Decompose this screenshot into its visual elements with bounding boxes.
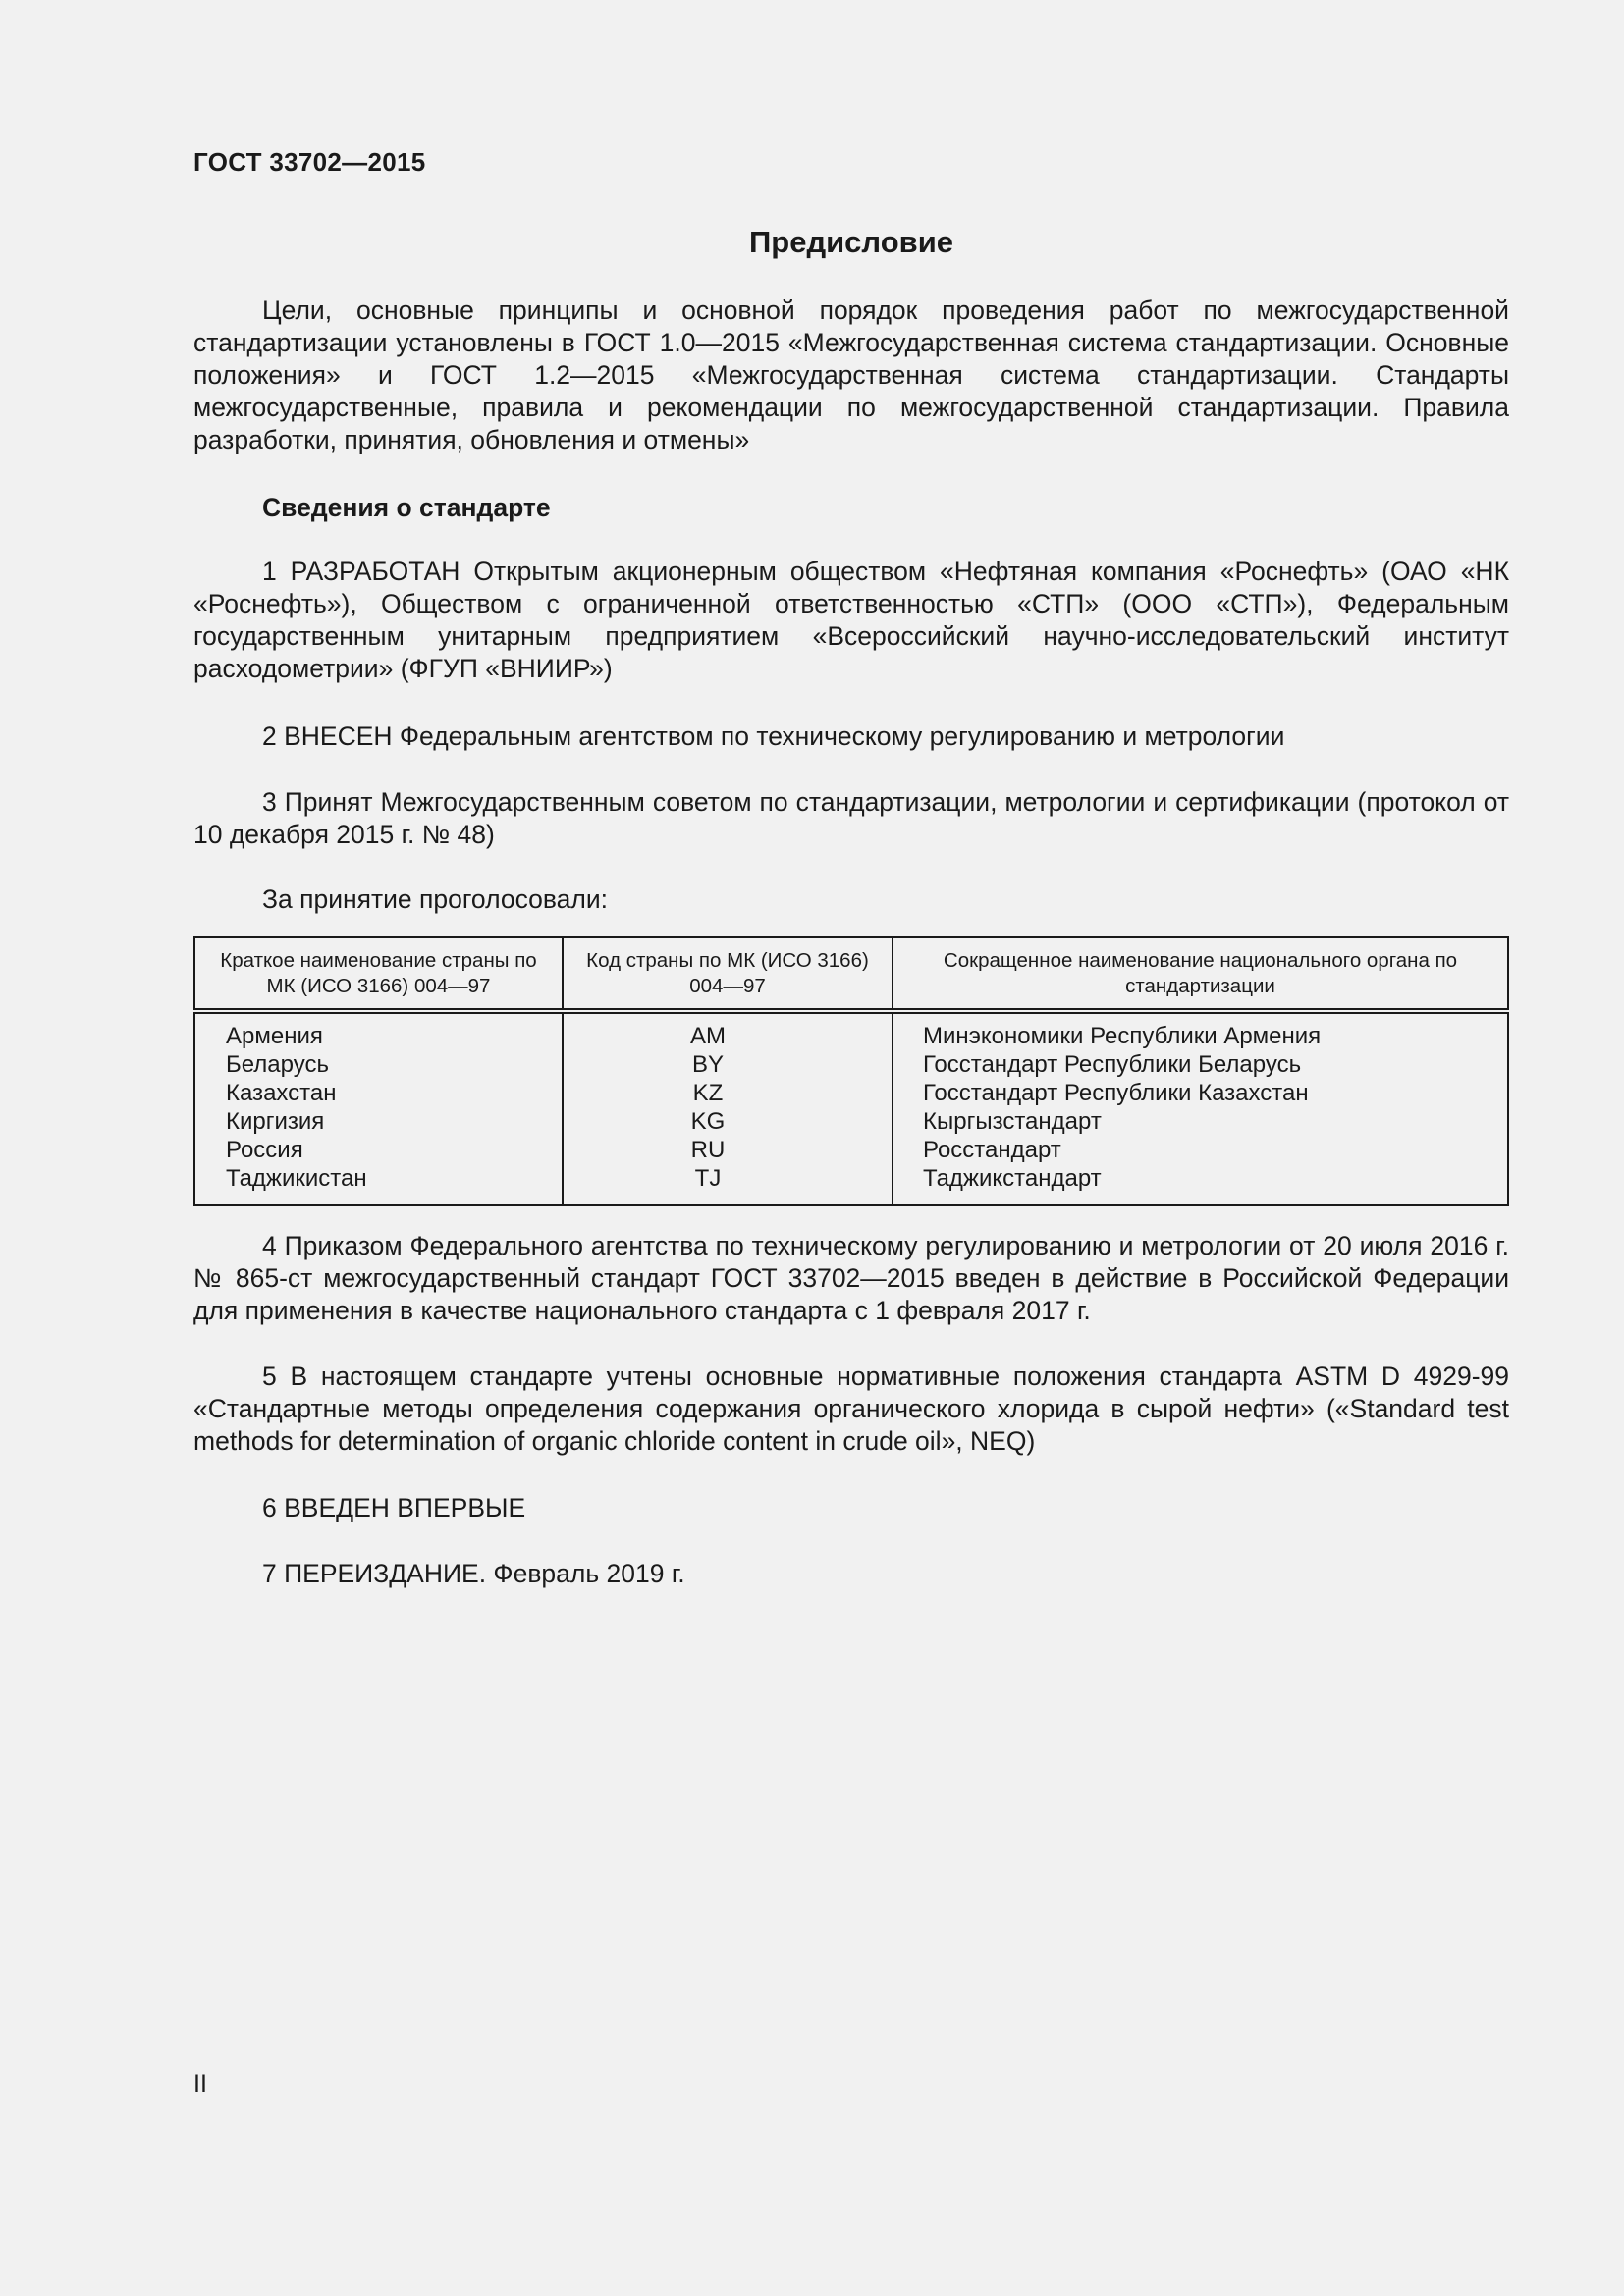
country-name: Таджикистан (226, 1165, 367, 1192)
national-body-name: Минэкономики Республики Армения (923, 1023, 1322, 1049)
national-body-name: Таджикстандарт (923, 1165, 1102, 1192)
header-code: Код страны по МК (ИСО 3166) 004—97 (563, 937, 893, 1011)
national-body-column (893, 1011, 1508, 1205)
page-number: II (193, 2070, 207, 2098)
country-code: KG (690, 1108, 726, 1135)
country-code: KZ (692, 1080, 724, 1106)
header-country: Краткое наименование страны по МК (ИСО 3166) 004—97 (194, 937, 563, 1011)
country-code: RU (690, 1137, 726, 1163)
country-code: TJ (694, 1165, 722, 1192)
country-column (194, 1011, 563, 1205)
country-name: Россия (226, 1137, 303, 1163)
national-body-name: Росстандарт (923, 1137, 1061, 1163)
item-7-reissue: 7 ПЕРЕИЗДАНИЕ. Февраль 2019 г. (262, 1559, 685, 1588)
item-6-introduced: 6 ВВЕДЕН ВПЕРВЫЕ (262, 1493, 526, 1522)
table-header-row (194, 937, 1508, 1011)
header-national-body: Сокращенное наименование национального органа по стандартизации (893, 937, 1508, 1011)
item-2-submitted-by: 2 ВНЕСЕН Федеральным агентством по техническому регулированию и метрологии (262, 721, 1285, 751)
voting-countries-table (193, 936, 1509, 1206)
country-name: Армения (226, 1023, 323, 1049)
page-title: Предисловие (748, 225, 953, 259)
votes-intro: За принятие проголосовали: (262, 884, 609, 914)
document-code: ГОСТ 33702—2015 (193, 147, 426, 177)
intro-paragraph: Цели, основные принципы и основной порядок проведения работ по межгосударственной стандартизации установлены в ГОСТ 1.0—2015 «Межгосударственная система стандартизации. Основные положения» и ГОСТ 1.2—2015 «Межгосударственная система стандартизации. Стандарты межгосударственные, правила и рекомендации по межгосударственной стандартизации. Правила разработки, принятия, обновления и отмены» (193, 295, 1509, 454)
country-name: Беларусь (226, 1051, 329, 1078)
country-code: AM (690, 1023, 726, 1049)
national-body-name: Кыргызстандарт (923, 1108, 1102, 1135)
country-name: Киргизия (226, 1108, 325, 1135)
item-1-developed-by: 1 РАЗРАБОТАН Открытым акционерным обществом «Нефтяная компания «Роснефть» (ОАО «НК «Роснефть»), Обществом с ограниченной ответственностью «СТП» (ООО «СТП»), Федеральным государственным унитарным предприятием «Всероссийский научно-исследовательский институт расходометрии» (ФГУП «ВНИИР») (193, 557, 1509, 683)
code-column (563, 1011, 893, 1205)
national-body-name: Госстандарт Республики Казахстан (923, 1080, 1309, 1106)
country-name: Казахстан (226, 1080, 337, 1106)
item-3-adopted-by: 3 Принят Межгосударственным советом по стандартизации, метрологии и сертификации (протокол от 10 декабря 2015 г. № 48) (193, 787, 1509, 849)
section-heading: Сведения о стандарте (262, 493, 551, 522)
item-4-enacted: 4 Приказом Федерального агентства по техническому регулированию и метрологии от 20 июля 2016 г. № 865-ст межгосударственный стандарт ГОСТ 33702—2015 введен в действие в Российской Федерации для применения в качестве национального стандарта с 1 февраля 2017 г. (193, 1231, 1509, 1325)
national-body-name: Госстандарт Республики Беларусь (923, 1051, 1302, 1078)
table-body-row (194, 1011, 1508, 1205)
country-code: BY (691, 1051, 724, 1078)
item-5-references: 5 В настоящем стандарте учтены основные нормативные положения стандарта ASTM D 4929-99 «Стандартные методы определения содержания органического хлорида в сырой нефти» («Standard test methods for determination of organic chloride content in crude oil», NEQ) (193, 1362, 1509, 1456)
